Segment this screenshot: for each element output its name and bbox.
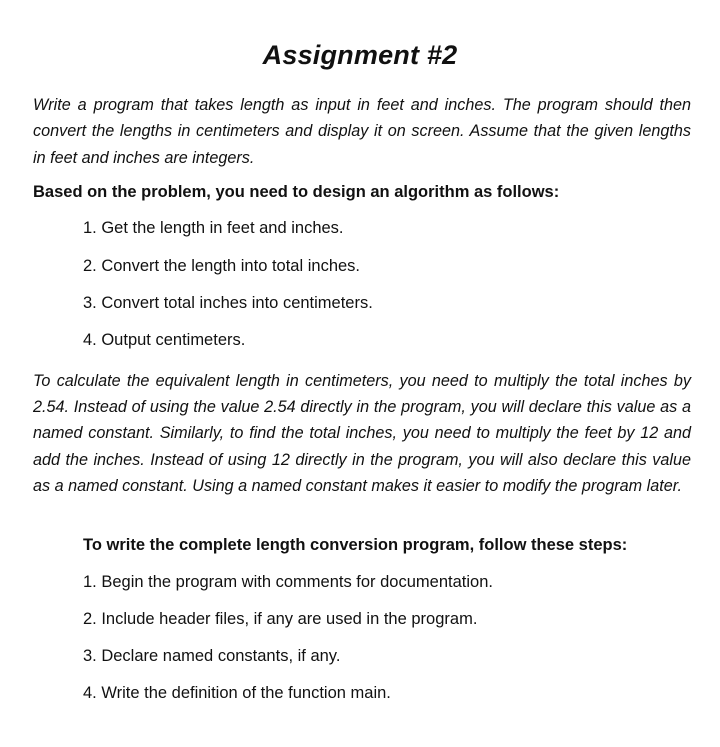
algorithm-step: 4. Output centimeters.	[83, 331, 246, 349]
intro-paragraph: Write a program that takes length as input in feet and inches. The program should then convert the lengths in centimeters and display it on screen. Assume that the given lengths in feet and inches are integers.	[33, 96, 691, 167]
algorithm-step: 3. Convert total inches into centimeters.	[83, 294, 373, 312]
assignment-title: Assignment #2	[262, 40, 458, 70]
program-step: 3. Declare named constants, if any.	[83, 647, 341, 665]
program-heading: To write the complete length conversion program, follow these steps:	[83, 536, 628, 554]
program-step: 4. Write the definition of the function main.	[83, 684, 391, 702]
algorithm-step: 1. Get the length in feet and inches.	[83, 219, 344, 237]
program-step: 2. Include header files, if any are used in the program.	[83, 610, 478, 628]
algorithm-heading: Based on the problem, you need to design an algorithm as follows:	[33, 183, 560, 201]
program-step: 1. Begin the program with comments for documentation.	[83, 573, 493, 591]
algorithm-step: 2. Convert the length into total inches.	[83, 257, 361, 275]
explanation-paragraph: To calculate the equivalent length in centimeters, you need to multiply the total inches by 2.54. Instead of using the value 2.54 directly in the program, you will declare this value as a named constant. Similarly, to find the total inches, you need to multiply the feet by 12 and add the inches. Instead of using 12 directly in the program, you will also declare this value as a named constant. Using a named constant makes it easier to modify the program later.	[33, 372, 691, 495]
